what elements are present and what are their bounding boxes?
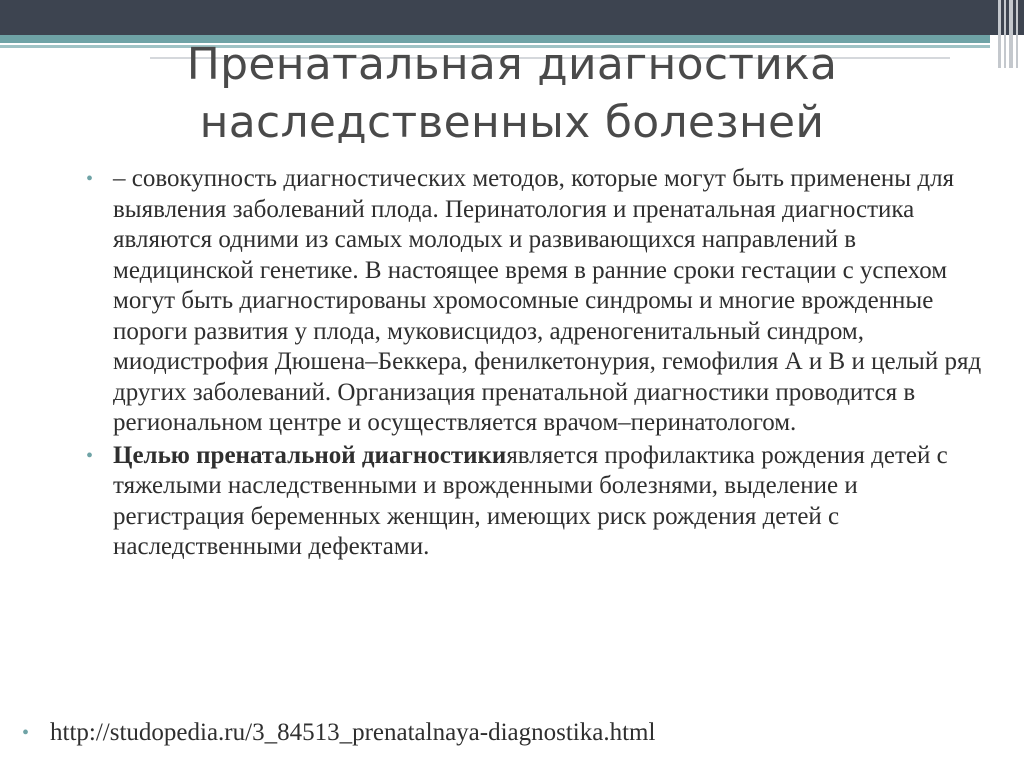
bullet-item-definition bbox=[86, 164, 986, 439]
header-band bbox=[0, 0, 1024, 35]
title-line-2: наследственных болезней bbox=[199, 97, 825, 148]
source-url[interactable]: http://studopedia.ru/3_84513_prenatalnaya-diagnostika.html bbox=[50, 719, 656, 746]
bullet-text: является профилактика рождения детей с тяжелыми наследственными и врожденными болезнями, выделение и регистрация беременных женщин, имеющих риск рождения детей с наследственными дефектами. bbox=[113, 441, 948, 560]
bullet-icon: • bbox=[86, 168, 94, 190]
slide-body bbox=[86, 164, 986, 565]
source-line bbox=[22, 718, 655, 748]
bullet-bold-lead: Целью пренатальной диагностики bbox=[113, 441, 507, 469]
bullet-item-goal bbox=[86, 441, 986, 563]
bullet-text: – совокупность диагностических методов, которые могут быть применены для выявления заболеваний плода. Перинатология и пренатальная диагностика являются одними из самых молодых и развивающихся направлений в медицинской генетике. В настоящее время в ранние сроки гестации с успехом могут быть диагностированы хромосомные синдромы и многие врожденные пороги развития у плода, муковисцидоз, адреногенитальный синдром, миодистрофия Дюшена–Беккера, фенилкетонурия, гемофилия А и В и целый ряд других заболеваний. Организация пренатальной диагностики проводится в региональном центре и осуществляется врачом–перинатологом. bbox=[113, 165, 982, 436]
bullet-icon: • bbox=[22, 722, 30, 744]
bullet-icon: • bbox=[86, 444, 94, 467]
slide-title bbox=[0, 36, 1024, 152]
title-line-1: Пренатальная диагностика bbox=[186, 39, 838, 90]
